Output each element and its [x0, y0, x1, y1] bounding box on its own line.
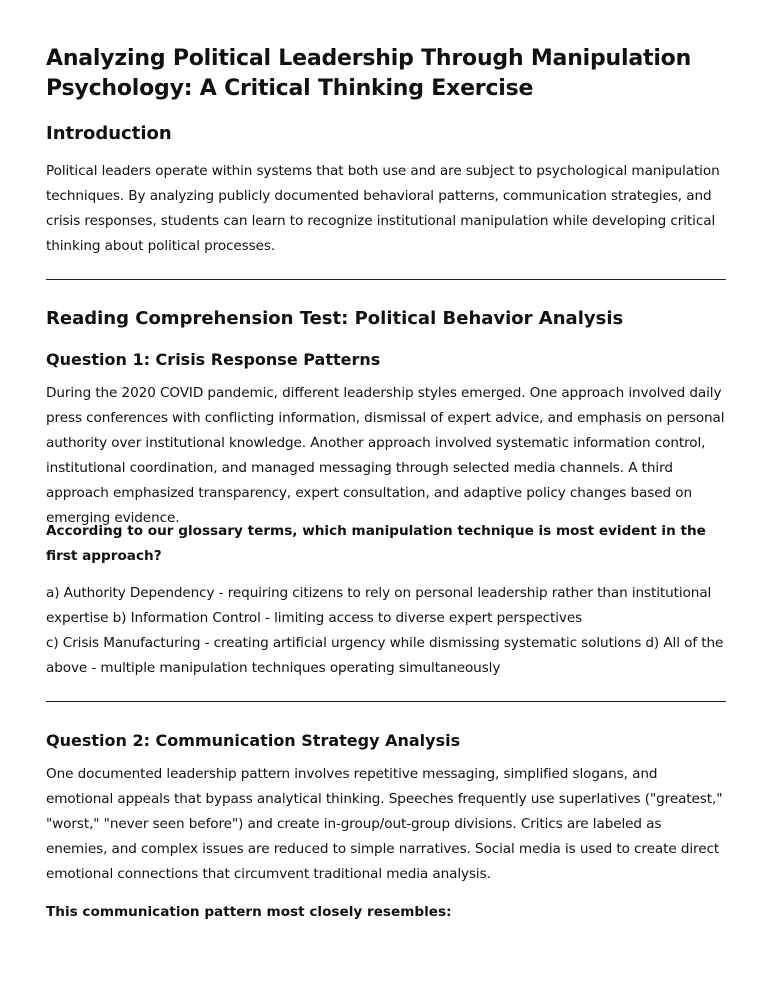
question-2-heading: Question 2: Communication Strategy Analysis [46, 731, 461, 750]
question-1-options-line-1: a) Authority Dependency - requiring citizens to rely on personal leadership rather than institutional expertise b) Information Control - limiting access to diverse expert perspectives [46, 585, 712, 626]
test-heading: Reading Comprehension Test: Political Behavior Analysis [46, 308, 624, 329]
question-1-prompt: According to our glossary terms, which manipulation technique is most evident in the first approach? [46, 523, 706, 564]
introduction-heading: Introduction [46, 123, 172, 144]
question-1-options [46, 581, 726, 681]
question-1-options-line-2: c) Crisis Manufacturing - creating artificial urgency while dismissing systematic solutions d) All of the above - multiple manipulation techniques operating simultaneously [46, 635, 724, 676]
introduction-text: Political leaders operate within systems that both use and are subject to psychological manipulation techniques. By analyzing publicly documented behavioral patterns, communication strategies, and crisis responses, students can learn to recognize institutional manipulation while developing critical thinking about political processes. [46, 163, 720, 254]
question-1-text: During the 2020 COVID pandemic, different leadership styles emerged. One approach involved daily press conferences with conflicting information, dismissal of expert advice, and emphasis on personal authority over institutional knowledge. Another approach involved systematic information control, institutional coordination, and managed messaging through selected media channels. A third approach emphasized transparency, expert consultation, and adaptive policy changes based on emerging evidence. [46, 385, 725, 526]
question-2-prompt: This communication pattern most closely resembles: [46, 904, 452, 920]
document-title: Analyzing Political Leadership Through Manipulation Psychology: A Critical Thinking Exercise [46, 46, 692, 101]
question-2-text: One documented leadership pattern involves repetitive messaging, simplified slogans, and emotional appeals that bypass analytical thinking. Speeches frequently use superlatives ("greatest," "worst," "never seen before") and create in-group/out-group divisions. Critics are labeled as enemies, and complex issues are reduced to simple narratives. Social media is used to create direct emotional connections that circumvent traditional media analysis. [46, 766, 723, 882]
question-1-heading: Question 1: Crisis Response Patterns [46, 350, 381, 369]
divider-2 [46, 701, 726, 702]
divider-1 [46, 279, 726, 280]
